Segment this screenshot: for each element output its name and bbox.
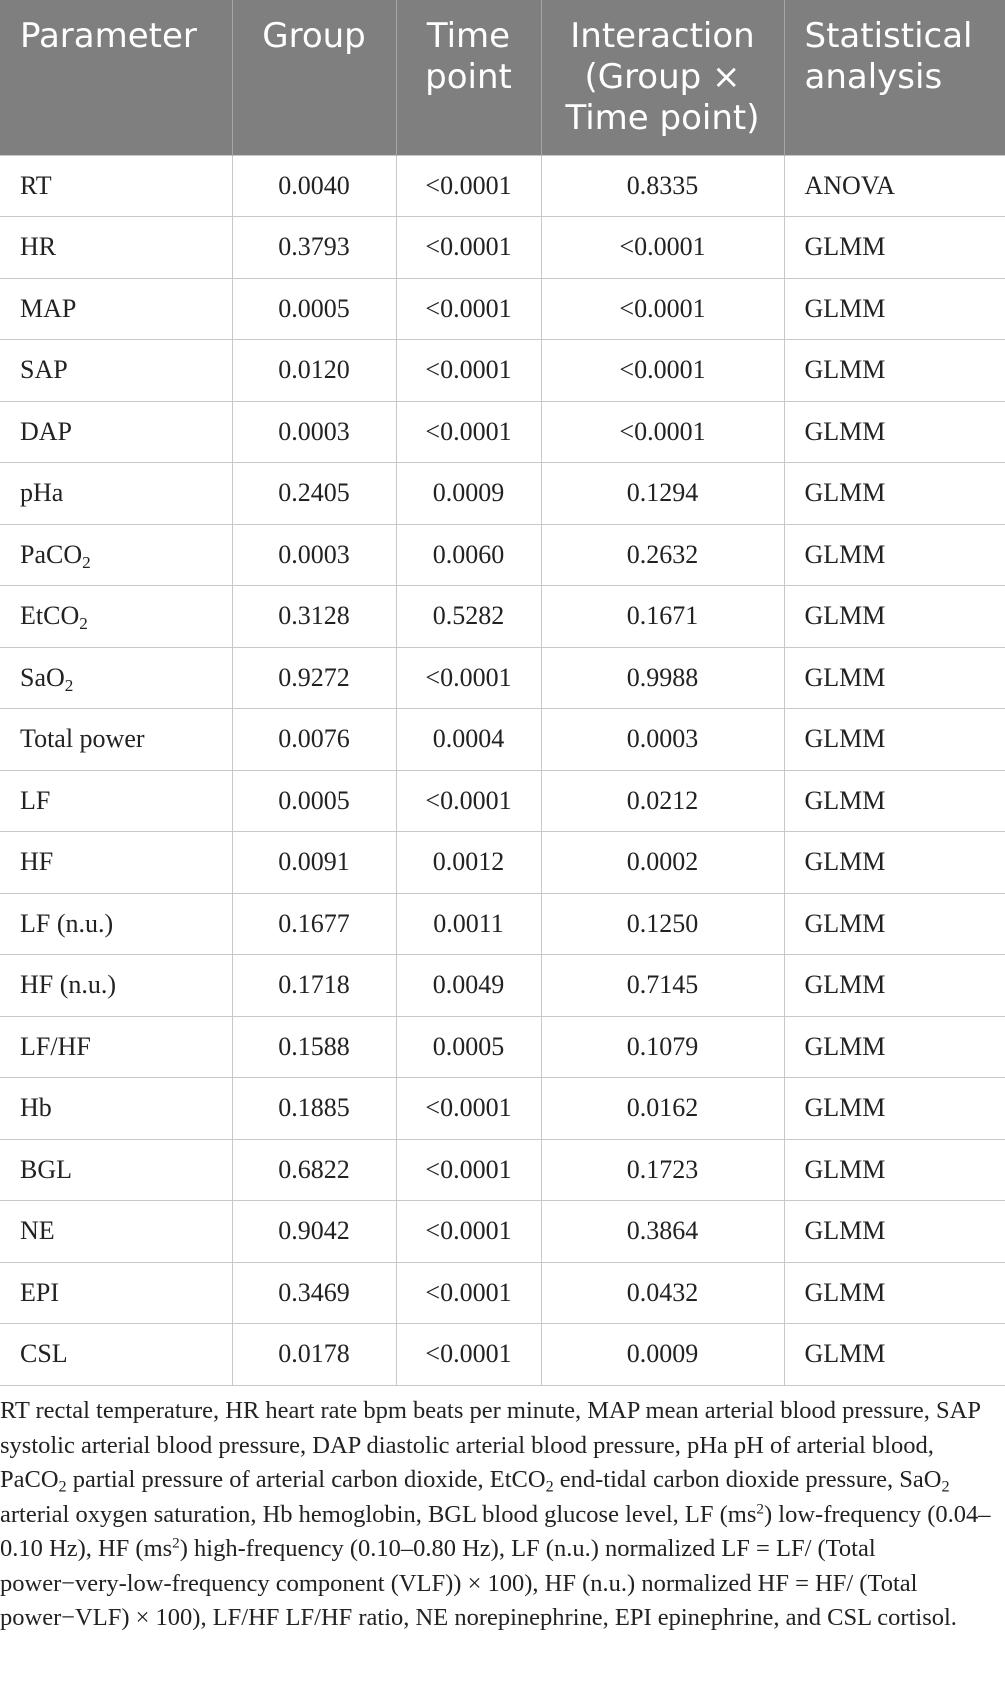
cell-interaction: 0.0432 bbox=[541, 1262, 784, 1324]
subscript: 2 bbox=[82, 552, 91, 572]
cell-parameter: MAP bbox=[0, 278, 232, 340]
header-time-point: Time point bbox=[396, 0, 541, 155]
cell-time-point: 0.0011 bbox=[396, 893, 541, 955]
cell-parameter: PaCO$_2$ bbox=[0, 524, 232, 586]
cell-statistical-analysis: GLMM bbox=[784, 770, 1005, 832]
table-row bbox=[0, 1139, 1005, 1201]
cell-statistical-analysis: GLMM bbox=[784, 1201, 1005, 1263]
cell-parameter: SaO$_2$ bbox=[0, 647, 232, 709]
cell-parameter: HR bbox=[0, 217, 232, 279]
footnote-text: RT rectal temperature, HR heart rate bpm beats per minute, MAP mean arterial blood pressure, SAP systolic arterial blood pressure, DAP diastolic arterial blood pressure, pHa pH of arterial blood, PaCO bbox=[0, 1397, 987, 1493]
cell-group: 0.0076 bbox=[232, 709, 396, 771]
cell-group: 0.1718 bbox=[232, 955, 396, 1017]
cell-time-point: <0.0001 bbox=[396, 155, 541, 217]
cell-statistical-analysis: GLMM bbox=[784, 1078, 1005, 1140]
cell-interaction: 0.0002 bbox=[541, 832, 784, 894]
table-row bbox=[0, 1201, 1005, 1263]
table-row bbox=[0, 893, 1005, 955]
table-row bbox=[0, 770, 1005, 832]
cell-interaction: 0.0212 bbox=[541, 770, 784, 832]
cell-group: 0.3469 bbox=[232, 1262, 396, 1324]
cell-interaction: 0.2632 bbox=[541, 524, 784, 586]
cell-time-point: <0.0001 bbox=[396, 217, 541, 279]
cell-interaction: 0.1250 bbox=[541, 893, 784, 955]
cell-group: 0.0040 bbox=[232, 155, 396, 217]
cell-group: 0.6822 bbox=[232, 1139, 396, 1201]
subscript: 2 bbox=[79, 614, 88, 634]
cell-statistical-analysis: GLMM bbox=[784, 463, 1005, 525]
cell-time-point: <0.0001 bbox=[396, 1201, 541, 1263]
header-interaction: Interaction (Group × Time point) bbox=[541, 0, 784, 155]
cell-time-point: 0.0009 bbox=[396, 463, 541, 525]
cell-interaction: <0.0001 bbox=[541, 217, 784, 279]
cell-parameter: EPI bbox=[0, 1262, 232, 1324]
cell-group: 0.0091 bbox=[232, 832, 396, 894]
table-row bbox=[0, 463, 1005, 525]
cell-time-point: <0.0001 bbox=[396, 1324, 541, 1386]
cell-interaction: 0.0003 bbox=[541, 709, 784, 771]
header-parameter: Parameter bbox=[0, 0, 232, 155]
cell-interaction: <0.0001 bbox=[541, 278, 784, 340]
cell-time-point: 0.0005 bbox=[396, 1016, 541, 1078]
cell-parameter: LF bbox=[0, 770, 232, 832]
table-row bbox=[0, 709, 1005, 771]
cell-time-point: <0.0001 bbox=[396, 1078, 541, 1140]
footnote-superscript: 2 bbox=[172, 1534, 180, 1552]
cell-time-point: <0.0001 bbox=[396, 340, 541, 402]
header-group: Group bbox=[232, 0, 396, 155]
cell-group: 0.0120 bbox=[232, 340, 396, 402]
cell-group: 0.2405 bbox=[232, 463, 396, 525]
cell-time-point: <0.0001 bbox=[396, 278, 541, 340]
table-footnote bbox=[0, 1394, 1002, 1636]
table-row bbox=[0, 278, 1005, 340]
cell-group: 0.3128 bbox=[232, 586, 396, 648]
cell-interaction: 0.9988 bbox=[541, 647, 784, 709]
footnote-text: ) high-frequency (0.10–0.80 Hz), LF (n.u.) normalized LF = LF/ (Total power−very-low-frequency component (VLF)) × 100), HF (n.u.) normalized HF = HF/ (Total power−VLF) × 100), LF/HF LF/HF ratio, NE norepinephrine, EPI epinephrine, and CSL cortisol. bbox=[0, 1535, 957, 1631]
cell-interaction: 0.7145 bbox=[541, 955, 784, 1017]
table-row bbox=[0, 586, 1005, 648]
cell-statistical-analysis: GLMM bbox=[784, 217, 1005, 279]
cell-statistical-analysis: ANOVA bbox=[784, 155, 1005, 217]
cell-time-point: <0.0001 bbox=[396, 1139, 541, 1201]
cell-statistical-analysis: GLMM bbox=[784, 647, 1005, 709]
table-row bbox=[0, 1016, 1005, 1078]
cell-parameter: EtCO$_2$ bbox=[0, 586, 232, 648]
cell-parameter: Total power bbox=[0, 709, 232, 771]
cell-statistical-analysis: GLMM bbox=[784, 1262, 1005, 1324]
cell-group: 0.1885 bbox=[232, 1078, 396, 1140]
footnote-subscript: 2 bbox=[545, 1478, 554, 1496]
cell-interaction: <0.0001 bbox=[541, 401, 784, 463]
cell-time-point: <0.0001 bbox=[396, 401, 541, 463]
footnote-text: ) low-frequency (0.04–0.10 Hz), HF (ms bbox=[0, 1500, 991, 1562]
cell-parameter: Hb bbox=[0, 1078, 232, 1140]
cell-statistical-analysis: GLMM bbox=[784, 893, 1005, 955]
table-row bbox=[0, 647, 1005, 709]
table-row bbox=[0, 832, 1005, 894]
cell-group: 0.0003 bbox=[232, 524, 396, 586]
cell-statistical-analysis: GLMM bbox=[784, 1139, 1005, 1201]
table-row bbox=[0, 155, 1005, 217]
cell-interaction: 0.0162 bbox=[541, 1078, 784, 1140]
table-row bbox=[0, 401, 1005, 463]
cell-statistical-analysis: GLMM bbox=[784, 832, 1005, 894]
cell-statistical-analysis: GLMM bbox=[784, 401, 1005, 463]
cell-group: 0.1677 bbox=[232, 893, 396, 955]
cell-group: 0.0005 bbox=[232, 278, 396, 340]
cell-group: 0.1588 bbox=[232, 1016, 396, 1078]
cell-group: 0.0005 bbox=[232, 770, 396, 832]
table-header-row bbox=[0, 0, 1005, 155]
cell-interaction: 0.0009 bbox=[541, 1324, 784, 1386]
cell-interaction: 0.1671 bbox=[541, 586, 784, 648]
cell-parameter: LF/HF bbox=[0, 1016, 232, 1078]
cell-group: 0.0003 bbox=[232, 401, 396, 463]
cell-interaction: 0.1079 bbox=[541, 1016, 784, 1078]
cell-time-point: <0.0001 bbox=[396, 1262, 541, 1324]
cell-statistical-analysis: GLMM bbox=[784, 709, 1005, 771]
cell-parameter: LF (n.u.) bbox=[0, 893, 232, 955]
subscript: 2 bbox=[64, 675, 74, 695]
cell-time-point: 0.0012 bbox=[396, 832, 541, 894]
footnote-subscript: 2 bbox=[58, 1478, 67, 1496]
cell-statistical-analysis: GLMM bbox=[784, 955, 1005, 1017]
cell-parameter: RT bbox=[0, 155, 232, 217]
table-row bbox=[0, 340, 1005, 402]
cell-group: 0.9042 bbox=[232, 1201, 396, 1263]
footnote-text: partial pressure of arterial carbon dioxide, EtCO bbox=[66, 1466, 546, 1493]
header-statistical-analysis: Statistical analysis bbox=[784, 0, 1005, 155]
table-row bbox=[0, 955, 1005, 1017]
cell-group: 0.3793 bbox=[232, 217, 396, 279]
table-body bbox=[0, 155, 1005, 1385]
footnote-superscript: 2 bbox=[756, 1500, 764, 1518]
table-row bbox=[0, 1078, 1005, 1140]
footnote-subscript: 2 bbox=[941, 1478, 950, 1496]
cell-time-point: 0.0060 bbox=[396, 524, 541, 586]
table-row bbox=[0, 217, 1005, 279]
cell-statistical-analysis: GLMM bbox=[784, 1016, 1005, 1078]
cell-parameter: HF bbox=[0, 832, 232, 894]
cell-parameter: BGL bbox=[0, 1139, 232, 1201]
cell-parameter: CSL bbox=[0, 1324, 232, 1386]
cell-interaction: 0.1723 bbox=[541, 1139, 784, 1201]
table-row bbox=[0, 1262, 1005, 1324]
cell-parameter: HF (n.u.) bbox=[0, 955, 232, 1017]
cell-parameter: SAP bbox=[0, 340, 232, 402]
cell-time-point: 0.5282 bbox=[396, 586, 541, 648]
footnote-text: end-tidal carbon dioxide pressure, SaO bbox=[553, 1466, 942, 1493]
cell-interaction: 0.1294 bbox=[541, 463, 784, 525]
cell-statistical-analysis: GLMM bbox=[784, 586, 1005, 648]
cell-statistical-analysis: GLMM bbox=[784, 524, 1005, 586]
footnote-text: arterial oxygen saturation, Hb hemoglobin, BGL blood glucose level, LF (ms bbox=[0, 1466, 956, 1528]
cell-time-point: 0.0004 bbox=[396, 709, 541, 771]
cell-group: 0.0178 bbox=[232, 1324, 396, 1386]
cell-interaction: 0.3864 bbox=[541, 1201, 784, 1263]
table-row bbox=[0, 1324, 1005, 1386]
cell-statistical-analysis: GLMM bbox=[784, 278, 1005, 340]
cell-statistical-analysis: GLMM bbox=[784, 1324, 1005, 1386]
cell-parameter: DAP bbox=[0, 401, 232, 463]
cell-parameter: NE bbox=[0, 1201, 232, 1263]
cell-time-point: <0.0001 bbox=[396, 647, 541, 709]
table-row bbox=[0, 524, 1005, 586]
cell-interaction: <0.0001 bbox=[541, 340, 784, 402]
cell-group: 0.9272 bbox=[232, 647, 396, 709]
cell-parameter: pHa bbox=[0, 463, 232, 525]
cell-time-point: <0.0001 bbox=[396, 770, 541, 832]
cell-statistical-analysis: GLMM bbox=[784, 340, 1005, 402]
cell-interaction: 0.8335 bbox=[541, 155, 784, 217]
cell-time-point: 0.0049 bbox=[396, 955, 541, 1017]
